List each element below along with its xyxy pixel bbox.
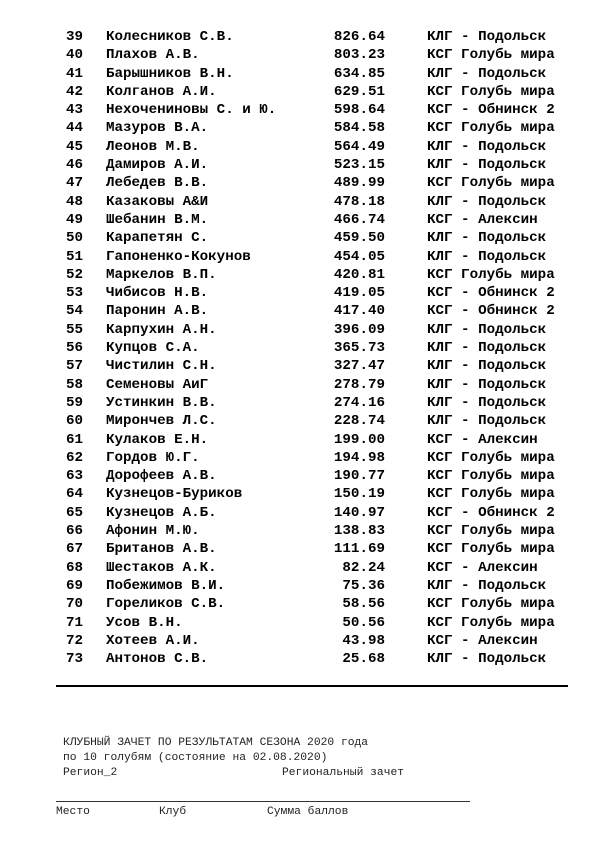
results-table <box>0 28 600 668</box>
club-cell: КСГ Голубь мира <box>427 596 555 613</box>
place-cell: 45 <box>66 138 84 155</box>
table-row <box>0 522 600 540</box>
score-cell: 82.24 <box>342 559 385 576</box>
name-cell: Купцов С.А. <box>106 340 200 357</box>
place-cell: 40 <box>66 47 84 64</box>
name-cell: Британов А.В. <box>106 541 217 558</box>
name-cell: Шестаков А.К. <box>106 559 217 576</box>
place-cell: 72 <box>66 632 84 649</box>
name-cell: Дорофеев А.В. <box>106 468 217 485</box>
name-cell: Устинкин В.В. <box>106 394 217 411</box>
place-cell: 39 <box>66 29 84 45</box>
name-cell: Чистилин С.Н. <box>106 358 217 375</box>
name-cell: Шебанин В.М. <box>106 211 209 228</box>
club-cell: КСГ - Алексин <box>427 559 538 576</box>
club-cell: КЛГ - Подольск <box>427 138 547 155</box>
club-cell: КСГ Голубь мира <box>427 614 555 631</box>
name-cell: Усов В.Н. <box>106 614 183 631</box>
club-cell: КСГ - Обнинск 2 <box>427 303 555 320</box>
place-cell: 60 <box>66 413 84 430</box>
place-cell: 70 <box>66 596 84 613</box>
table-row <box>0 46 600 64</box>
club-cell: КСГ - Алексин <box>427 211 538 228</box>
column-header-club: Клуб <box>159 806 187 818</box>
club-cell: КЛГ - Подольск <box>427 193 547 210</box>
place-cell: 57 <box>66 358 84 375</box>
score-cell: 190.77 <box>333 468 385 485</box>
place-cell: 52 <box>66 266 84 283</box>
score-cell: 419.05 <box>333 285 385 302</box>
table-row <box>0 193 600 211</box>
score-cell: 459.50 <box>333 230 385 247</box>
score-cell: 75.36 <box>342 577 385 594</box>
club-cell: КЛГ - Подольск <box>427 651 547 668</box>
score-cell: 523.15 <box>333 157 385 174</box>
score-cell: 194.98 <box>333 449 385 466</box>
score-cell: 598.64 <box>333 102 385 119</box>
region-label: Регион_2 <box>63 767 118 779</box>
place-cell: 64 <box>66 486 84 503</box>
name-cell: Хотеев А.И. <box>106 632 200 649</box>
club-cell: КСГ - Алексин <box>427 632 538 649</box>
table-row <box>0 248 600 266</box>
club-cell: КСГ Голубь мира <box>427 523 555 540</box>
club-cell: КСГ Голубь мира <box>427 541 555 558</box>
table-row <box>0 376 600 394</box>
name-cell: Кузнецов А.Б. <box>106 504 217 521</box>
name-cell: Чибисов Н.В. <box>106 285 209 302</box>
name-cell: Лебедев В.В. <box>106 175 209 192</box>
table-row <box>0 504 600 522</box>
table-row <box>0 284 600 302</box>
table-row <box>0 266 600 284</box>
table-row <box>0 650 600 668</box>
club-cell: КЛГ - Подольск <box>427 358 547 375</box>
club-cell: КЛГ - Подольск <box>427 321 547 338</box>
table-row <box>0 156 600 174</box>
place-cell: 61 <box>66 431 84 448</box>
club-cell: КЛГ - Подольск <box>427 413 547 430</box>
name-cell: Мазуров В.А. <box>106 120 209 137</box>
table-row <box>0 467 600 485</box>
score-cell: 803.23 <box>333 47 385 64</box>
column-header-place: Место <box>56 806 90 818</box>
club-standings-title: КЛУБНЫЙ ЗАЧЕТ ПО РЕЗУЛЬТАТАМ СЕЗОНА 2020 года <box>63 737 369 749</box>
club-cell: КСГ Голубь мира <box>427 266 555 283</box>
club-cell: КЛГ - Подольск <box>427 394 547 411</box>
club-cell: КЛГ - Подольск <box>427 577 547 594</box>
table-row <box>0 485 600 503</box>
place-cell: 46 <box>66 157 84 174</box>
name-cell: Мирончев Л.С. <box>106 413 217 430</box>
score-cell: 564.49 <box>333 138 385 155</box>
score-cell: 466.74 <box>333 211 385 228</box>
table-row <box>0 559 600 577</box>
score-cell: 50.56 <box>342 614 385 631</box>
score-cell: 420.81 <box>333 266 385 283</box>
score-cell: 454.05 <box>333 248 385 265</box>
name-cell: Семеновы АиГ <box>106 376 209 393</box>
table-row <box>0 119 600 137</box>
name-cell: Гапоненко-Кокунов <box>106 248 251 265</box>
header-rule <box>56 801 470 802</box>
name-cell: Гордов Ю.Г. <box>106 449 200 466</box>
place-cell: 54 <box>66 303 84 320</box>
table-row <box>0 394 600 412</box>
table-row <box>0 83 600 101</box>
table-row <box>0 321 600 339</box>
score-cell: 417.40 <box>333 303 385 320</box>
column-header-sum: Сумма баллов <box>267 806 349 818</box>
score-cell: 43.98 <box>342 632 385 649</box>
club-cell: КЛГ - Подольск <box>427 376 547 393</box>
club-cell: КЛГ - Подольск <box>427 340 547 357</box>
table-row <box>0 412 600 430</box>
place-cell: 58 <box>66 376 84 393</box>
score-cell: 138.83 <box>333 523 385 540</box>
club-cell: КЛГ - Подольск <box>427 29 547 45</box>
club-cell: КСГ - Обнинск 2 <box>427 504 555 521</box>
table-row <box>0 28 600 46</box>
score-cell: 140.97 <box>333 504 385 521</box>
place-cell: 69 <box>66 577 84 594</box>
club-cell: КЛГ - Подольск <box>427 157 547 174</box>
place-cell: 50 <box>66 230 84 247</box>
score-cell: 228.74 <box>333 413 385 430</box>
table-end-rule <box>56 685 568 687</box>
club-cell: КСГ Голубь мира <box>427 47 555 64</box>
club-cell: КСГ Голубь мира <box>427 83 555 100</box>
table-row <box>0 577 600 595</box>
club-cell: КСГ Голубь мира <box>427 449 555 466</box>
club-cell: КСГ Голубь мира <box>427 175 555 192</box>
club-standings-subtitle: по 10 голубям (состояние на 02.08.2020) <box>63 752 328 764</box>
place-cell: 41 <box>66 65 84 82</box>
place-cell: 65 <box>66 504 84 521</box>
place-cell: 53 <box>66 285 84 302</box>
place-cell: 63 <box>66 468 84 485</box>
name-cell: Кулаков Е.Н. <box>106 431 209 448</box>
name-cell: Казаковы А&И <box>106 193 209 210</box>
place-cell: 68 <box>66 559 84 576</box>
table-row <box>0 101 600 119</box>
club-cell: КЛГ - Подольск <box>427 230 547 247</box>
table-row <box>0 211 600 229</box>
place-cell: 56 <box>66 340 84 357</box>
score-cell: 25.68 <box>342 651 385 668</box>
name-cell: Паронин А.В. <box>106 303 209 320</box>
name-cell: Побежимов В.И. <box>106 577 226 594</box>
name-cell: Кузнецов-Буриков <box>106 486 243 503</box>
name-cell: Леонов М.В. <box>106 138 200 155</box>
place-cell: 67 <box>66 541 84 558</box>
score-cell: 478.18 <box>333 193 385 210</box>
club-cell: КСГ Голубь мира <box>427 486 555 503</box>
name-cell: Нехочениновы С. и Ю. <box>106 102 277 119</box>
table-row <box>0 357 600 375</box>
score-cell: 634.85 <box>333 65 385 82</box>
place-cell: 59 <box>66 394 84 411</box>
name-cell: Барышников В.Н. <box>106 65 234 82</box>
place-cell: 47 <box>66 175 84 192</box>
score-cell: 584.58 <box>333 120 385 137</box>
report-type-label: Региональный зачет <box>282 767 405 779</box>
table-row <box>0 229 600 247</box>
table-row <box>0 302 600 320</box>
table-row <box>0 339 600 357</box>
place-cell: 55 <box>66 321 84 338</box>
score-cell: 111.69 <box>333 541 385 558</box>
club-cell: КСГ Голубь мира <box>427 468 555 485</box>
score-cell: 327.47 <box>333 358 385 375</box>
name-cell: Гореликов С.В. <box>106 596 226 613</box>
score-cell: 150.19 <box>333 486 385 503</box>
club-cell: КЛГ - Подольск <box>427 248 547 265</box>
club-cell: КСГ - Обнинск 2 <box>427 285 555 302</box>
place-cell: 49 <box>66 211 84 228</box>
score-cell: 629.51 <box>333 83 385 100</box>
score-cell: 826.64 <box>333 29 385 45</box>
name-cell: Дамиров А.И. <box>106 157 209 174</box>
name-cell: Колесников С.В. <box>106 29 234 45</box>
table-row <box>0 614 600 632</box>
place-cell: 51 <box>66 248 84 265</box>
score-cell: 199.00 <box>333 431 385 448</box>
table-row <box>0 540 600 558</box>
place-cell: 73 <box>66 651 84 668</box>
name-cell: Карпухин А.Н. <box>106 321 217 338</box>
score-cell: 58.56 <box>342 596 385 613</box>
place-cell: 48 <box>66 193 84 210</box>
name-cell: Плахов А.В. <box>106 47 200 64</box>
table-row <box>0 632 600 650</box>
club-cell: КСГ Голубь мира <box>427 120 555 137</box>
score-cell: 274.16 <box>333 394 385 411</box>
score-cell: 365.73 <box>333 340 385 357</box>
score-cell: 396.09 <box>333 321 385 338</box>
place-cell: 62 <box>66 449 84 466</box>
place-cell: 66 <box>66 523 84 540</box>
place-cell: 71 <box>66 614 84 631</box>
name-cell: Колганов А.И. <box>106 83 217 100</box>
name-cell: Маркелов В.П. <box>106 266 217 283</box>
place-cell: 42 <box>66 83 84 100</box>
table-row <box>0 449 600 467</box>
place-cell: 43 <box>66 102 84 119</box>
table-row <box>0 174 600 192</box>
club-cell: КСГ - Алексин <box>427 431 538 448</box>
club-cell: КЛГ - Подольск <box>427 65 547 82</box>
score-cell: 278.79 <box>333 376 385 393</box>
table-row <box>0 595 600 613</box>
name-cell: Антонов С.В. <box>106 651 209 668</box>
club-cell: КСГ - Обнинск 2 <box>427 102 555 119</box>
score-cell: 489.99 <box>333 175 385 192</box>
name-cell: Афонин М.Ю. <box>106 523 200 540</box>
table-row <box>0 138 600 156</box>
table-row <box>0 431 600 449</box>
place-cell: 44 <box>66 120 84 137</box>
name-cell: Карапетян С. <box>106 230 209 247</box>
table-row <box>0 65 600 83</box>
